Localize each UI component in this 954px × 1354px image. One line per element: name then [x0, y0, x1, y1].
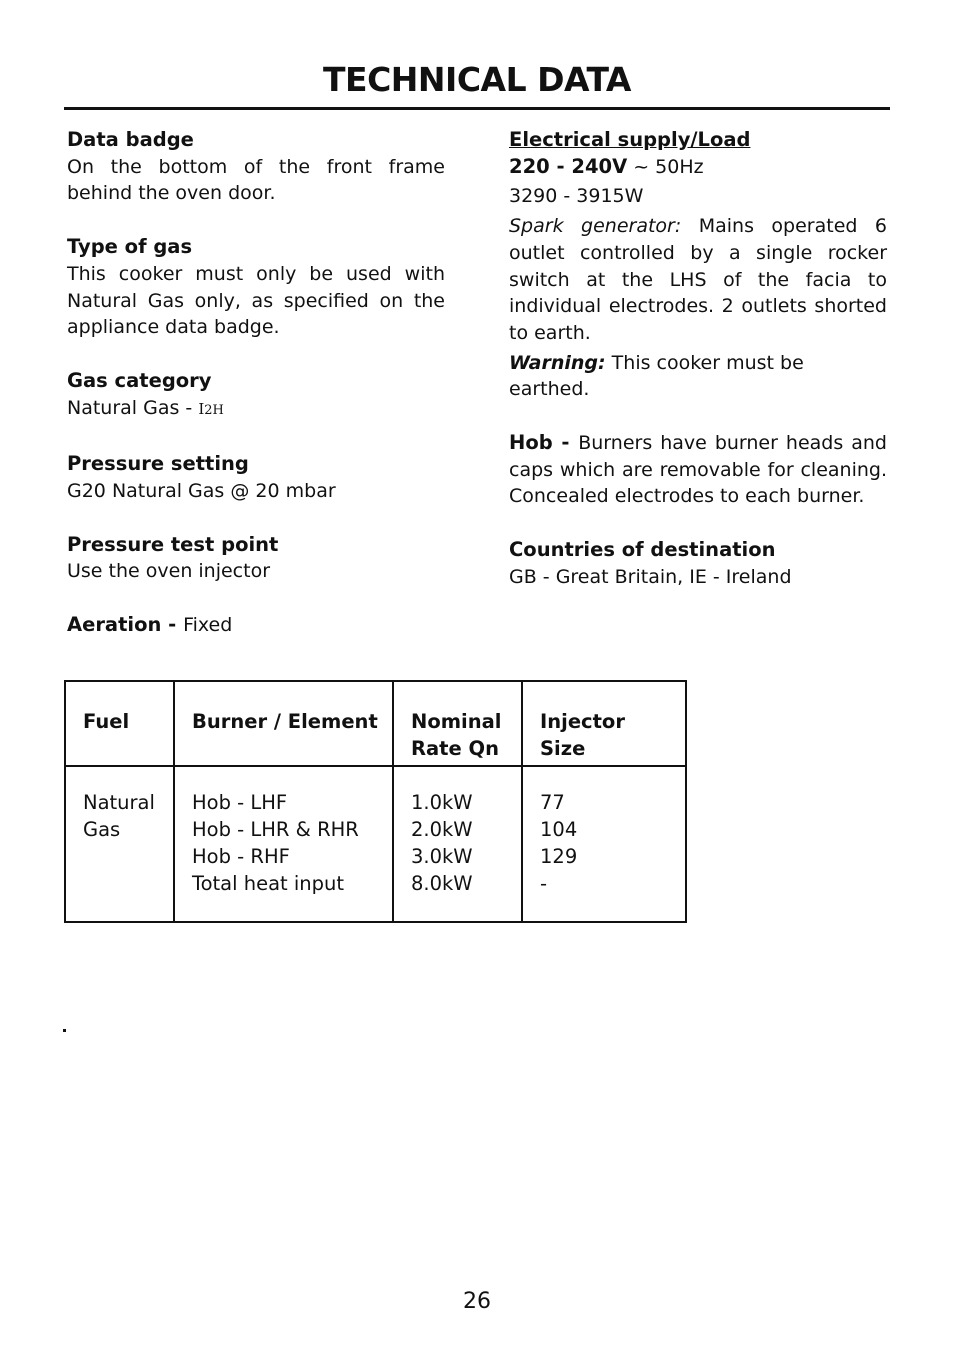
header-line: Rate Qn [411, 737, 499, 760]
electrical-voltage-line [509, 154, 887, 181]
countries-heading: Countries of destination [509, 538, 776, 562]
title-divider [64, 107, 890, 110]
header-nominal-rate [393, 681, 522, 766]
gas-category-heading: Gas category [67, 368, 212, 392]
warning-text: This cooker must be earthed. [509, 351, 804, 401]
data-badge-text: On the bottom of the front frame behind the oven door. [67, 155, 445, 205]
burner-item: Total heat input [192, 872, 345, 895]
header-line: Injector [540, 710, 625, 733]
page-title: TECHNICAL DATA [323, 60, 631, 99]
injector-item: 77 [540, 791, 565, 814]
pressure-setting-heading: Pressure setting [67, 452, 249, 476]
injector-item: 129 [540, 845, 578, 868]
gas-category-line [67, 395, 445, 425]
table-row [65, 766, 686, 922]
aeration-heading: Aeration - [67, 613, 184, 637]
injector-item: 104 [540, 818, 578, 841]
hob-text: Burners have burner heads and caps which are removable for cleaning. Concealed electrodes to each burner. [509, 432, 887, 508]
rate-item: 2.0kW [411, 818, 473, 841]
header-line: Fuel [83, 710, 130, 733]
header-line: Burner / Element [192, 710, 378, 733]
burner-item: Hob - RHF [192, 845, 290, 868]
rate-item: 3.0kW [411, 845, 473, 868]
stray-mark [63, 1029, 66, 1032]
type-of-gas-heading: Type of gas [67, 235, 193, 259]
header-burner-element [174, 681, 393, 766]
cell-injectors [522, 766, 686, 922]
data-badge-heading: Data badge [67, 128, 194, 151]
header-line: Nominal [411, 710, 502, 733]
gas-category-code-main: I [198, 399, 205, 418]
fuel-line: Natural [83, 791, 155, 814]
electrical-load: 3290 - 3915W [509, 185, 644, 208]
pressure-test-point-text: Use the oven injector [67, 560, 271, 583]
table-header-row [65, 681, 686, 766]
spark-generator-label: Spark generator: [509, 215, 682, 238]
countries-text: GB - Great Britain, IE - Ireland [509, 565, 792, 588]
rate-item: 8.0kW [411, 872, 473, 895]
hob-heading: Hob - [509, 431, 579, 455]
right-column [509, 127, 887, 591]
hob-paragraph [509, 430, 887, 510]
injector-item: - [540, 872, 548, 895]
electrical-frequency: ~ 50Hz [627, 155, 704, 178]
electrical-voltage: 220 - 240V [509, 154, 628, 178]
burner-item: Hob - LHR & RHR [192, 818, 359, 841]
aeration-line [67, 612, 445, 639]
aeration-text: Fixed [183, 614, 233, 637]
burner-item: Hob - LHF [192, 791, 288, 814]
header-injector-size [522, 681, 686, 766]
cell-fuel [65, 766, 174, 922]
page-number: 26 [463, 1289, 491, 1314]
cell-rates [393, 766, 522, 922]
gas-category-text: Natural Gas - [67, 396, 199, 419]
electrical-heading: Electrical supply/Load [509, 128, 751, 151]
warning-label: Warning: [509, 351, 606, 374]
gas-category-code [198, 400, 224, 418]
pressure-test-point-heading: Pressure test point [67, 532, 279, 556]
burner-spec-table [64, 680, 687, 923]
header-fuel [65, 681, 174, 766]
type-of-gas-text: This cooker must only be used with Natural Gas only, as specified on the appliance data badge. [67, 262, 445, 339]
spark-generator-paragraph [509, 213, 887, 347]
header-line: Size [540, 737, 586, 760]
left-column [67, 127, 445, 639]
rate-item: 1.0kW [411, 791, 473, 814]
spark-generator-text: Mains operated 6 outlet controlled by a single rocker switch at the LHS of the facia to individual electrodes. 2 outlets shorted to earth. [509, 215, 887, 344]
pressure-setting-text: G20 Natural Gas @ 20 mbar [67, 480, 336, 503]
gas-category-code-sub: 2H [204, 402, 224, 418]
warning-paragraph [509, 350, 887, 403]
cell-burners [174, 766, 393, 922]
fuel-line: Gas [83, 818, 121, 841]
